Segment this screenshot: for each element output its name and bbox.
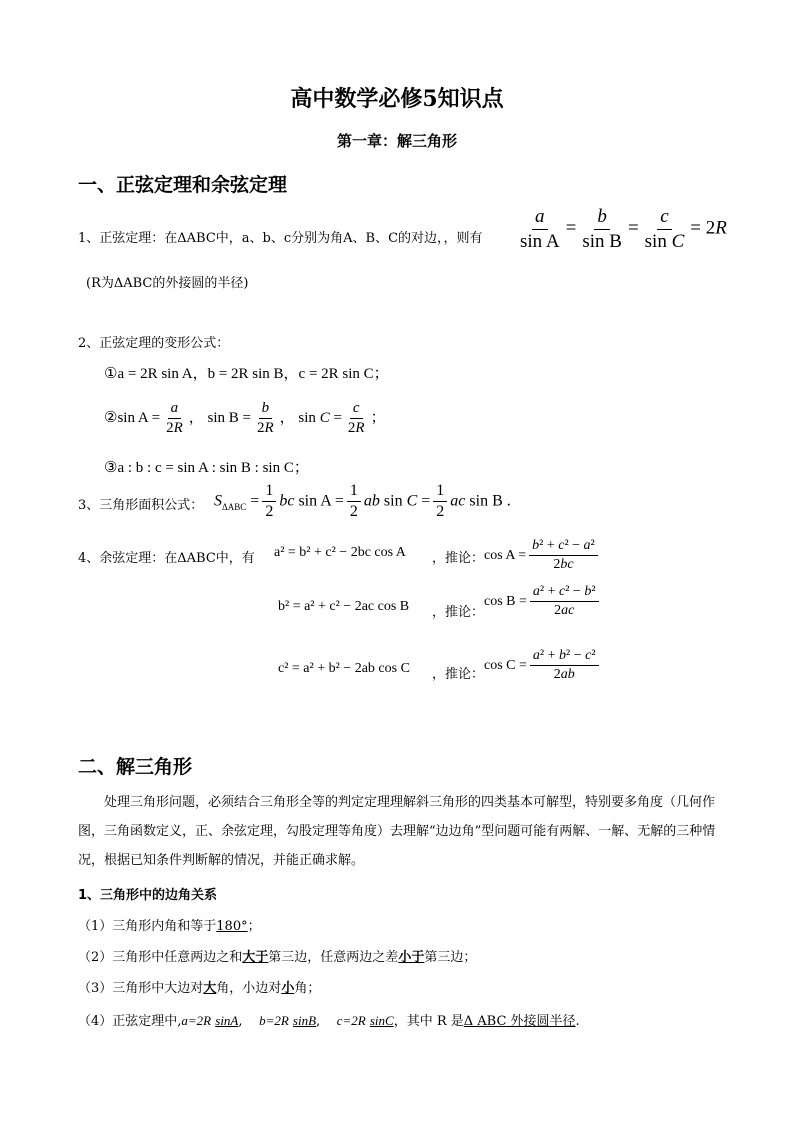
cosC-formula: cos C = $\frac{\text{a² + b² − c²}}{2ab}$ xyxy=(484,648,602,683)
area-formula: $S_{\Delta ABC}$ = $\frac{1}{2}$ bc sin A = $\frac{1}{2}$ ab sin C = $\frac{1}{2}$ ac sin B . xyxy=(214,482,511,521)
circumradius-note: (R为ΔABC的外接圆的半径) xyxy=(86,276,249,291)
cosA-label: cos A = xyxy=(484,547,527,563)
sine-variants-label: 2、正弦定理的变形公式： xyxy=(78,336,230,351)
section2-heading: 二、解三角形 xyxy=(78,756,193,778)
sine-law-text: 1、正弦定理：在ΔABC中，a、b、c分别为角A、B、C的对边，，则有 xyxy=(78,231,483,246)
page-title: 高中数学必修5知识点 xyxy=(290,86,504,112)
section1-heading: 一、正弦定理和余弦定理 xyxy=(78,174,288,196)
cosA-formula: cos A = $\frac{\text{b² + c² − a²}}{2bc}$ xyxy=(484,538,601,573)
cosC-label: cos C = xyxy=(484,657,527,673)
corollary-2: ，推论： xyxy=(432,605,485,620)
sine-law-formula: $\frac{a}{\text{sin A}}$ = $\frac{b}{\text{sin B}}$ = $\frac{c}{\text{sin C}}$ = 2R xyxy=(520,206,727,252)
cosine-eq-c: c² = a² + b² − 2ab cos C xyxy=(278,661,410,676)
relation-1: （1）三角形内角和等于180°； xyxy=(78,919,261,934)
cosB-label: cos B = xyxy=(484,593,527,609)
sine-variant-2: ②sin A = $\frac{a}{2R}$ ， sin B = $\frac{b}{2R}$ ， sin C = $\frac{c}{2R}$ ； xyxy=(104,400,386,437)
cosB-formula: cos B = $\frac{\text{a² + c² − b²}}{2ac}$ xyxy=(484,584,602,619)
cosine-eq-b: b² = a² + c² − 2ac cos B xyxy=(278,599,410,614)
sine-variant-1: ①a = 2R sin A，b = 2R sin B，c = 2R sin C； xyxy=(104,366,389,382)
relation-2: （2）三角形中任意两边之和大于第三边，任意两边之差小于第三边； xyxy=(78,950,477,965)
area-label: 3、三角形面积公式： xyxy=(78,498,204,513)
relation-4: （4）正弦定理中,a=2R sinA, b=2R sinB, c=2R sinC，其中 R 是Δ ABC 外接圆半径. xyxy=(78,1013,580,1029)
cosine-law-label: 4、余弦定理：在ΔABC中，有 xyxy=(78,551,255,566)
cosine-eq-a: a² = b² + c² − 2bc cos A xyxy=(274,545,406,560)
subsection-title: 1、三角形中的边角关系 xyxy=(78,888,218,903)
corollary-3: ，推论： xyxy=(432,667,485,682)
section2-paragraph: 处理三角形问题，必须结合三角形全等的判定定理理解斜三角形的四类基本可解型，特别要多角度（几何作图，三角函数定义，正、余弦定理，勾股定理等角度）去理解“边边角”型问题可能有两解、一解、无解的三种情况，根据已知条件判断解的情况，并能正确求解。 xyxy=(78,795,716,868)
chapter-title: 第一章：解三角形 xyxy=(336,132,457,150)
corollary-1: ，推论： xyxy=(432,551,485,566)
sine-variant-3: ③a : b : c = sin A : sin B : sin C； xyxy=(104,460,309,476)
relation-3: （3）三角形中大边对大角，小边对小角； xyxy=(78,981,321,996)
